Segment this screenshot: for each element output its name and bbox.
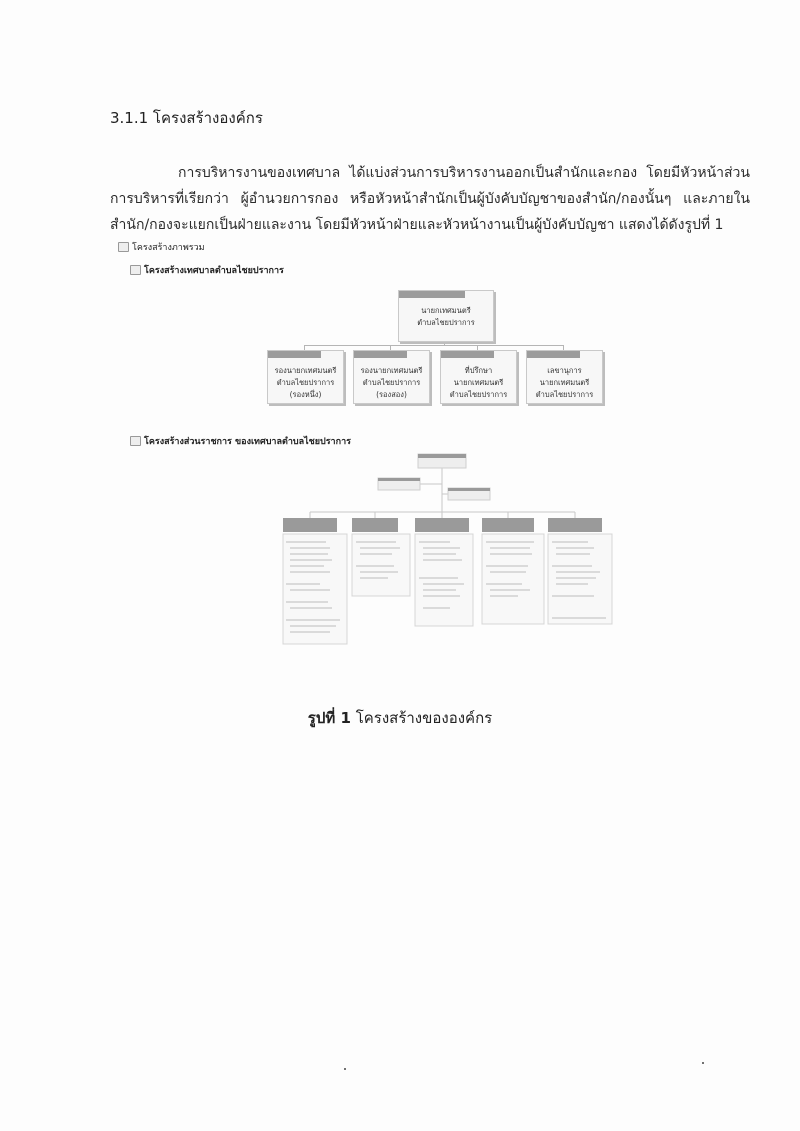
intro-paragraph: การบริหารงานของเทศบาล ได้แบ่งส่วนการบริหารงานออกเป็นสำนักและกอง โดยมีหัวหน้าส่วนการบริหารที่เรียกว่า ผู้อำนวยการกอง หรือหัวหน้าสำนักเป็นผู้บังคับบัญชาของสำนัก/กองนั้นๆ และภายในสำนัก/กองจะแยกเป็นฝ่ายและงาน โดยมีหัวหน้าฝ่ายและหัวหน้างานเป็นผู้บังคับบัญชา แสดงได้ดังรูปที่ 1 — [110, 165, 750, 233]
municipality-structure-label — [130, 263, 284, 277]
org-box-deputy-2 — [353, 350, 430, 404]
folder-icon — [118, 242, 129, 252]
org-box-tab — [268, 351, 321, 358]
org-box-secretary — [526, 350, 603, 404]
org-box-tab — [354, 351, 407, 358]
org-box-tab — [527, 351, 580, 358]
org-box-label: รองนายกเทศมนตรี ตำบลไชยปราการ (รองสอง) — [360, 366, 423, 399]
org-box-tab — [441, 351, 494, 358]
org-box-mayor — [398, 290, 494, 342]
org-box-advisor — [440, 350, 517, 404]
org-box-tab — [399, 291, 465, 298]
scan-speck — [344, 1068, 346, 1070]
section-heading: 3.1.1 โครงสร้างองค์กร — [110, 109, 263, 127]
org-box-label: เลขานุการ นายกเทศมนตรี ตำบลไชยปราการ — [535, 366, 594, 399]
figure-caption — [0, 706, 800, 730]
org-connector — [304, 345, 564, 346]
folder-icon — [130, 265, 141, 275]
figure-label: รูปที่ 1 — [307, 709, 351, 727]
figure-title: โครงสร้างขององค์กร — [355, 709, 493, 727]
departments-structure-text: โครงสร้างส่วนราชการ ของเทศบาลตำบลไชยปราการ — [144, 437, 351, 447]
municipality-structure-text: โครงสร้างเทศบาลตำบลไชยปราการ — [144, 266, 284, 276]
overall-structure-text: โครงสร้างภาพรวม — [132, 243, 205, 253]
department-structure-diagram — [270, 448, 615, 648]
org-box-label: ที่ปรึกษา นายกเทศมนตรี ตำบลไชยปราการ — [449, 366, 508, 399]
org-box-label: รองนายกเทศมนตรี ตำบลไชยปราการ (รองหนึ่ง) — [274, 366, 337, 399]
folder-icon — [130, 436, 141, 446]
org-box-label: นายกเทศมนตรี ตำบลไชยปราการ — [417, 306, 475, 327]
org-box-deputy-1 — [267, 350, 344, 404]
departments-structure-label — [130, 434, 351, 448]
overall-structure-label — [118, 240, 205, 254]
scan-speck — [702, 1062, 704, 1064]
